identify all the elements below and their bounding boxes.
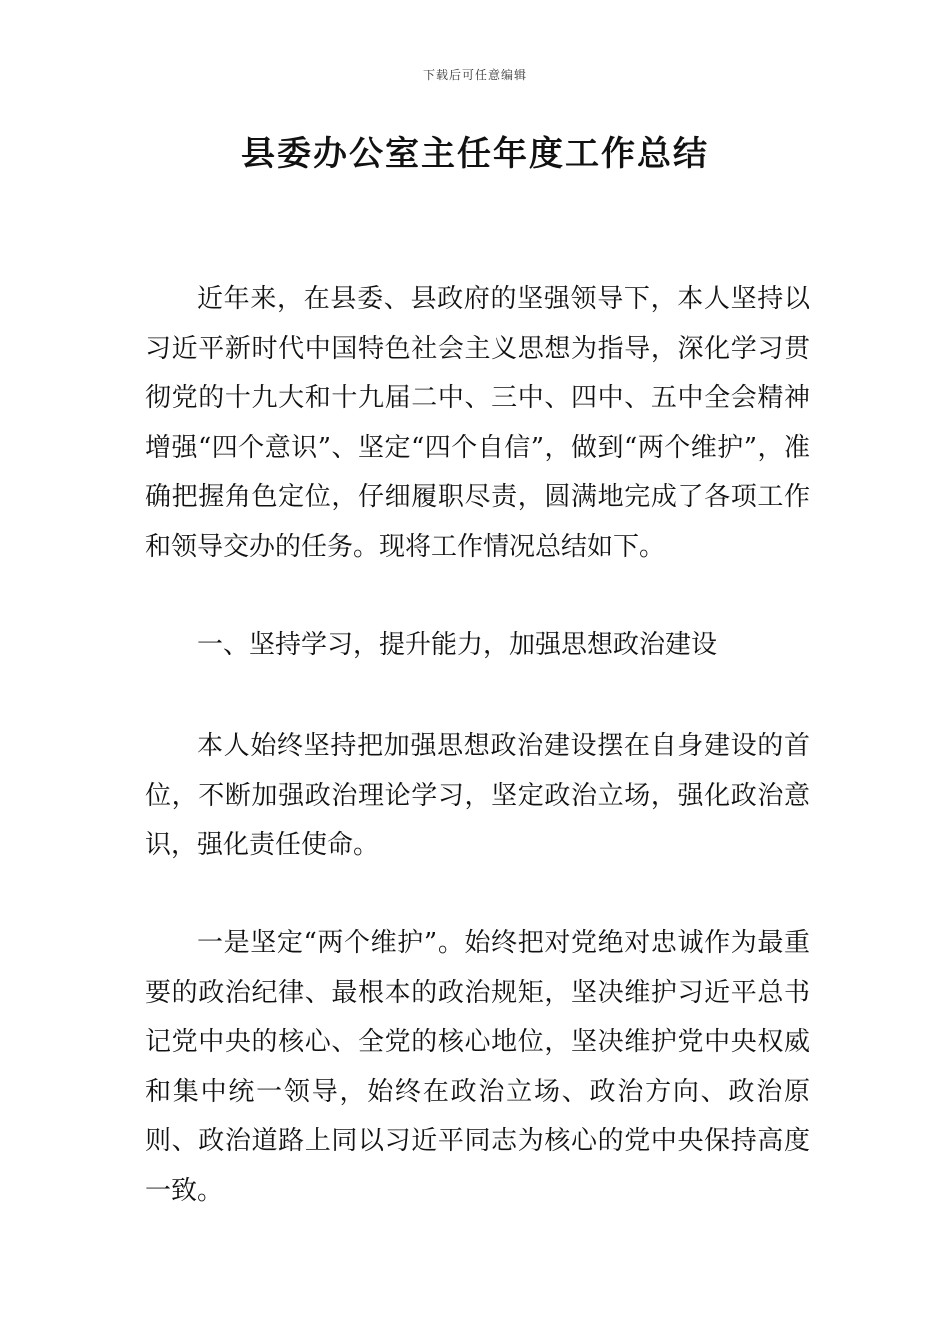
document-title: 县委办公室主任年度工作总结 (241, 134, 709, 174)
paragraph-section-1-summary: 本人始终坚持把加强思想政治建设摆在自身建设的首位，不断加强政治理论学习，坚定政治立场，强化政治意识，强化责任使命。 (145, 731, 810, 860)
header-note: 下载后可任意编辑 (422, 68, 527, 82)
paragraph-intro: 近年来，在县委、县政府的坚强领导下，本人坚持以习近平新时代中国特色社会主义思想为指导，深化学习贯彻党的十九大和十九届二中、三中、四中、五中全会精神增强“四个意识”、坚定“四个自信”，做到“两个维护”，准确把握角色定位，仔细履职尽责，圆满地完成了各项工作和领导交办的任务。现将工作情况总结如下。 (145, 284, 810, 562)
paragraph-two-maintenances: 一是坚定“两个维护”。始终把对党绝对忠诚作为最重要的政治纪律、最根本的政治规矩，坚决维护习近平总书记党中央的核心、全党的核心地位，坚决维护党中央权威和集中统一领导，始终在政治立场、政治方向、政治原则、政治道路上同以习近平同志为核心的党中央保持高度一致。 (145, 928, 810, 1206)
section-heading-1: 一、坚持学习，提升能力，加强思想政治建设 (197, 630, 718, 660)
